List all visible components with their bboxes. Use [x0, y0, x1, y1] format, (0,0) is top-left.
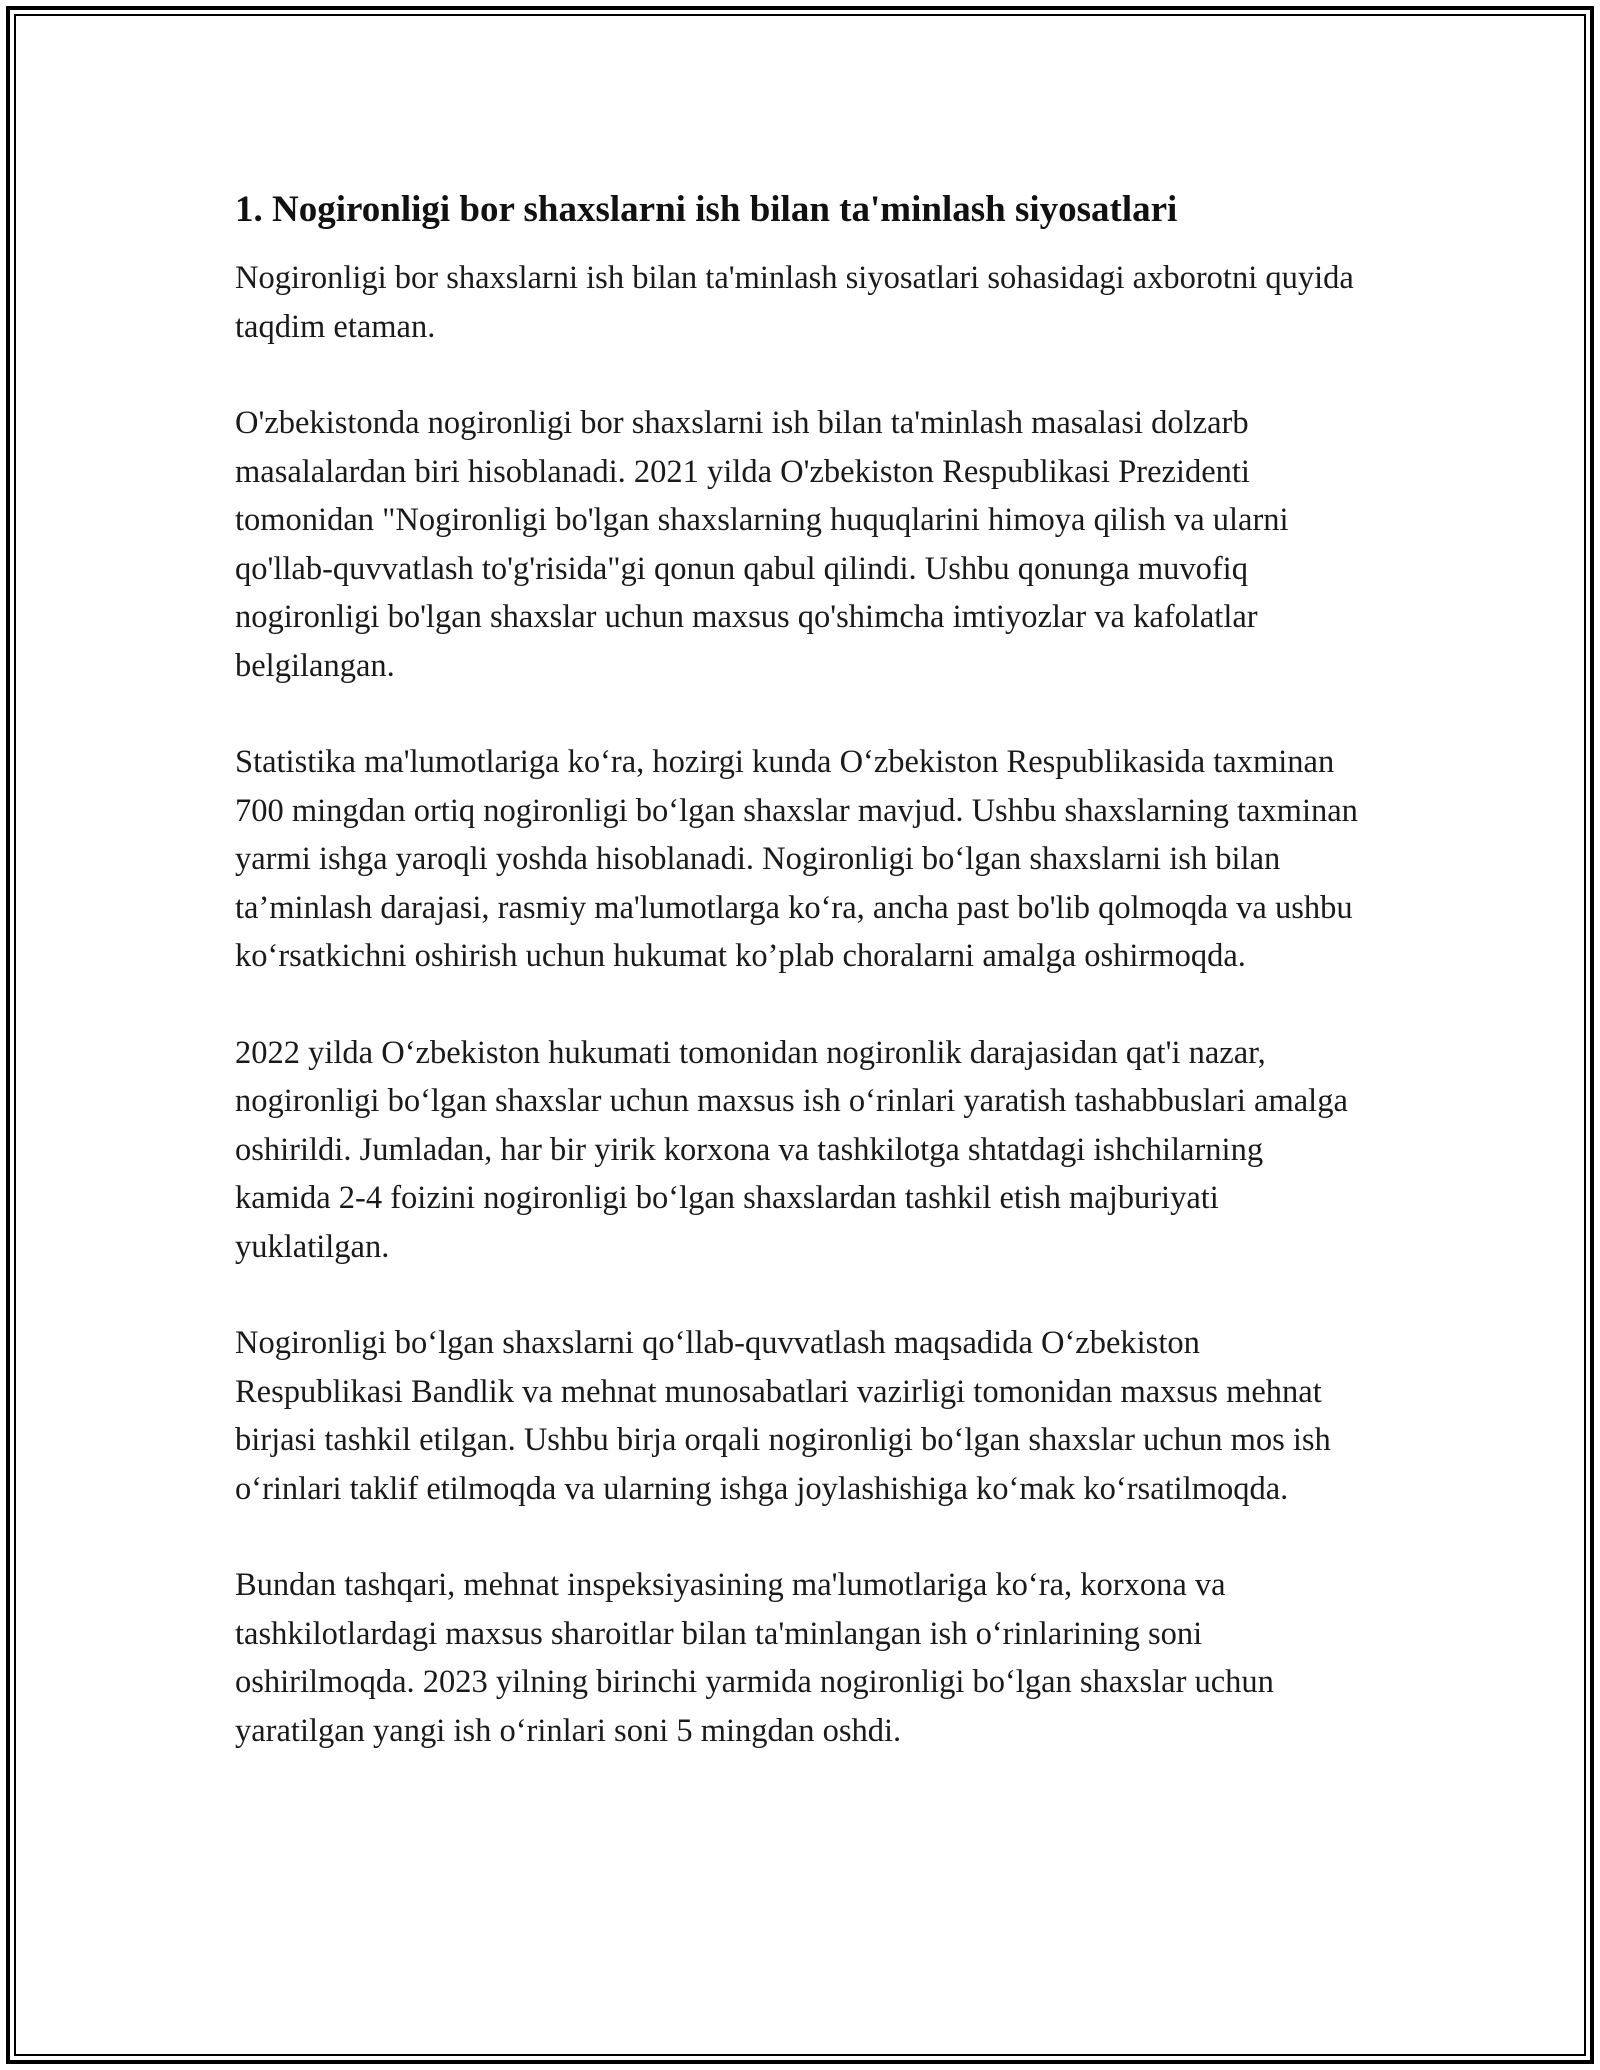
- paragraph-statistics: Statistika ma'lumotlariga ko‘ra, hozirgi kunda O‘zbekiston Respublikasida taxminan 700 mingdan ortiq nogironligi bo‘lgan shaxslar mavjud. Ushbu shaxslarning taxminan yarmi ishga yaroqli yoshda hisoblanadi. Nogironligi bo‘lgan shaxslarni ish bilan ta’minlash darajasi, rasmiy ma'lumotlarga ko‘ra, ancha past bo'lib qolmoqda va ushbu ko‘rsatkichni oshirish uchun hukumat ko’plab choralarni amalga oshirmoqda.: [235, 744, 1358, 974]
- paragraph-law-2021: O'zbekistonda nogironligi bor shaxslarni ish bilan ta'minlash masalasi dolzarb masalalardan biri hisoblanadi. 2021 yilda O'zbekiston Respublikasi Prezidenti tomonidan "Nogironligi bo'lgan shaxslarning huquqlarini himoya qilish va ularni qo'llab-quvvatlash to'g'risida"gi qonun qabul qilindi. Ushbu qonunga muvofiq nogironligi bo'lgan shaxslar uchun maxsus qo'shimcha imtiyozlar va kafolatlar belgilangan.: [235, 405, 1289, 684]
- paragraph-initiatives-2022: 2022 yilda O‘zbekiston hukumati tomonidan nogironlik darajasidan qat'i nazar, nogironligi bo‘lgan shaxslar uchun maxsus ish o‘rinlari yaratish tashabbuslari amalga oshirildi. Jumladan, har bir yirik korxona va tashkilotga shtatdagi ishchilarning kamida 2-4 foizini nogironligi bo‘lgan shaxslardan tashkil etish majburiyati yuklatilgan.: [235, 1034, 1348, 1265]
- paragraph-labor-exchange: Nogironligi bo‘lgan shaxslarni qo‘llab-quvvatlash maqsadida O‘zbekiston Respublikasi Bandlik va mehnat munosabatlari vazirligi tomonidan maxsus mehnat birjasi tashkil etilgan. Ushbu birja orqali nogironligi bo‘lgan shaxslar uchun mos ish o‘rinlari taklif etilmoqda va ularning ishga joylashishiga ko‘mak ko‘rsatilmoqda.: [235, 1325, 1331, 1507]
- paragraph-inspection-2023: Bundan tashqari, mehnat inspeksiyasining ma'lumotlariga ko‘ra, korxona va tashkilotlardagi maxsus sharoitlar bilan ta'minlangan ish o‘rinlarining soni oshirilmoqda. 2023 yilning birinchi yarmida nogironligi bo‘lgan shaxslar uchun yaratilgan yangi ish o‘rinlari soni 5 mingdan oshdi.: [235, 1567, 1274, 1749]
- section-title: 1. Nogironligi bor shaxslarni ish bilan ta'minlash siyosatlari: [235, 189, 1178, 230]
- paragraph-intro: Nogironligi bor shaxslarni ish bilan ta'minlash siyosatlari sohasidagi axborotni quyida taqdim etaman.: [235, 260, 1354, 345]
- document-body: [235, 186, 1365, 1803]
